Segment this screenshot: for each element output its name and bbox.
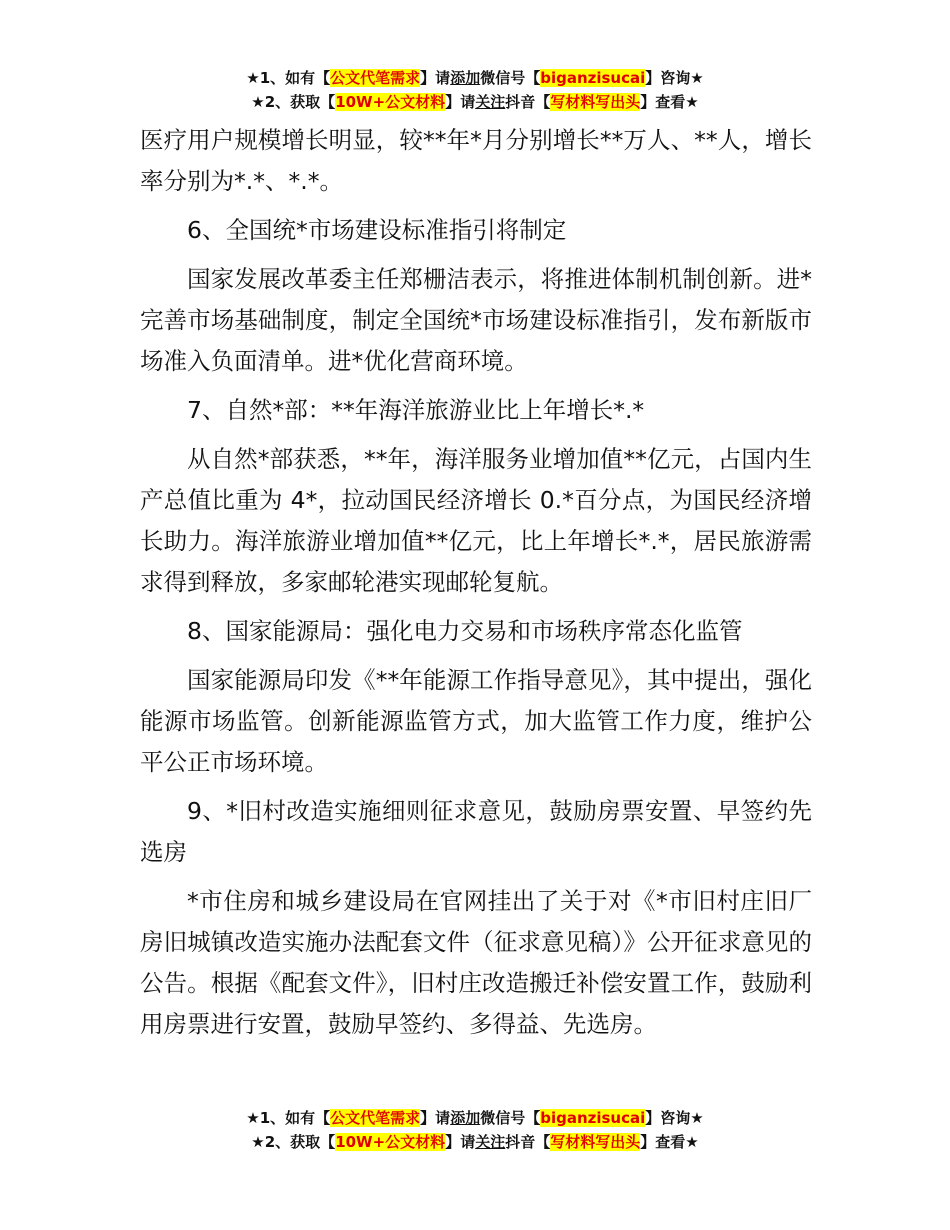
banner-text: 】查看★ [640,93,699,111]
section-heading-9: 9、*旧村改造实施细则征求意见，鼓励房票安置、早签约先选房 [140,797,812,866]
banner-line-2 [0,1130,950,1154]
banner-text: 】请 [445,1133,476,1151]
banner-text: 微信号【 [480,1109,541,1127]
banner-text: 】查看★ [640,1133,699,1151]
banner-text: 添加 [450,69,481,87]
banner-text: ★2、获取【 [251,93,336,111]
paragraph-7: 从自然*部获悉，**年，海洋服务业增加值**亿元，占国内生产总值比重为 4*，拉动国民经济增长 0.*百分点，为国民经济增长助力。海洋旅游业增加值**亿元，比上年增长*.*，居民旅游需求得到释放，多家邮轮港实现邮轮复航。 [140,445,812,596]
highlight-materials: 10W+公文材料 [335,93,446,111]
section-heading-7: 7、自然*部：**年海洋旅游业比上年增长*.* [187,396,645,424]
highlight-wechat-id: biganzisucai [540,1109,646,1127]
highlight-materials: 10W+公文材料 [335,1133,446,1151]
banner-text: 抖音【 [505,1133,551,1151]
banner-line-1 [0,1106,950,1130]
banner-text: 】咨询★ [645,69,704,87]
paragraph-continued: 医疗用户规模增长明显，较**年*月分别增长**万人、**人，增长率分别为*.*、*.*。 [140,126,812,195]
highlight-douyin-id: 写材料写出头 [550,1133,641,1151]
banner-text: ★2、获取【 [251,1133,336,1151]
banner-text: ★1、如有【 [246,69,331,87]
paragraph-6: 国家发展改革委主任郑栅洁表示，将推进体制机制创新。进*完善市场基础制度，制定全国统*市场建设标准指引，发布新版市场准入负面清单。进*优化营商环境。 [140,265,812,375]
document-body [140,120,812,1053]
banner-line-1 [0,66,950,90]
footer-banner [0,1106,950,1154]
banner-text: 添加 [450,1109,481,1127]
banner-line-2 [0,90,950,114]
banner-text: 】请 [420,69,451,87]
highlight-douyin-id: 写材料写出头 [550,93,641,111]
banner-text: 】咨询★ [645,1109,704,1127]
header-banner [0,66,950,114]
banner-text: ★1、如有【 [246,1109,331,1127]
banner-text: 微信号【 [480,69,541,87]
section-heading-6: 6、全国统*市场建设标准指引将制定 [187,216,567,244]
banner-text: 】请 [445,93,476,111]
banner-text: 抖音【 [505,93,551,111]
highlight-service: 公文代笔需求 [330,1109,421,1127]
banner-text: 关注 [475,1133,506,1151]
banner-text: 】请 [420,1109,451,1127]
paragraph-9: *市住房和城乡建设局在官网挂出了关于对《*市旧村庄旧厂房旧城镇改造实施办法配套文件（征求意见稿）》公开征求意见的公告。根据《配套文件》，旧村庄改造搬迁补偿安置工作，鼓励利用房票进行安置，鼓励早签约、多得益、先选房。 [140,887,812,1038]
paragraph-8: 国家能源局印发《**年能源工作指导意见》，其中提出，强化能源市场监管。创新能源监管方式，加大监管工作力度，维护公平公正市场环境。 [140,666,812,776]
banner-text: 关注 [475,93,506,111]
highlight-service: 公文代笔需求 [330,69,421,87]
highlight-wechat-id: biganzisucai [540,69,646,87]
section-heading-8: 8、国家能源局：强化电力交易和市场秩序常态化监管 [187,617,743,645]
